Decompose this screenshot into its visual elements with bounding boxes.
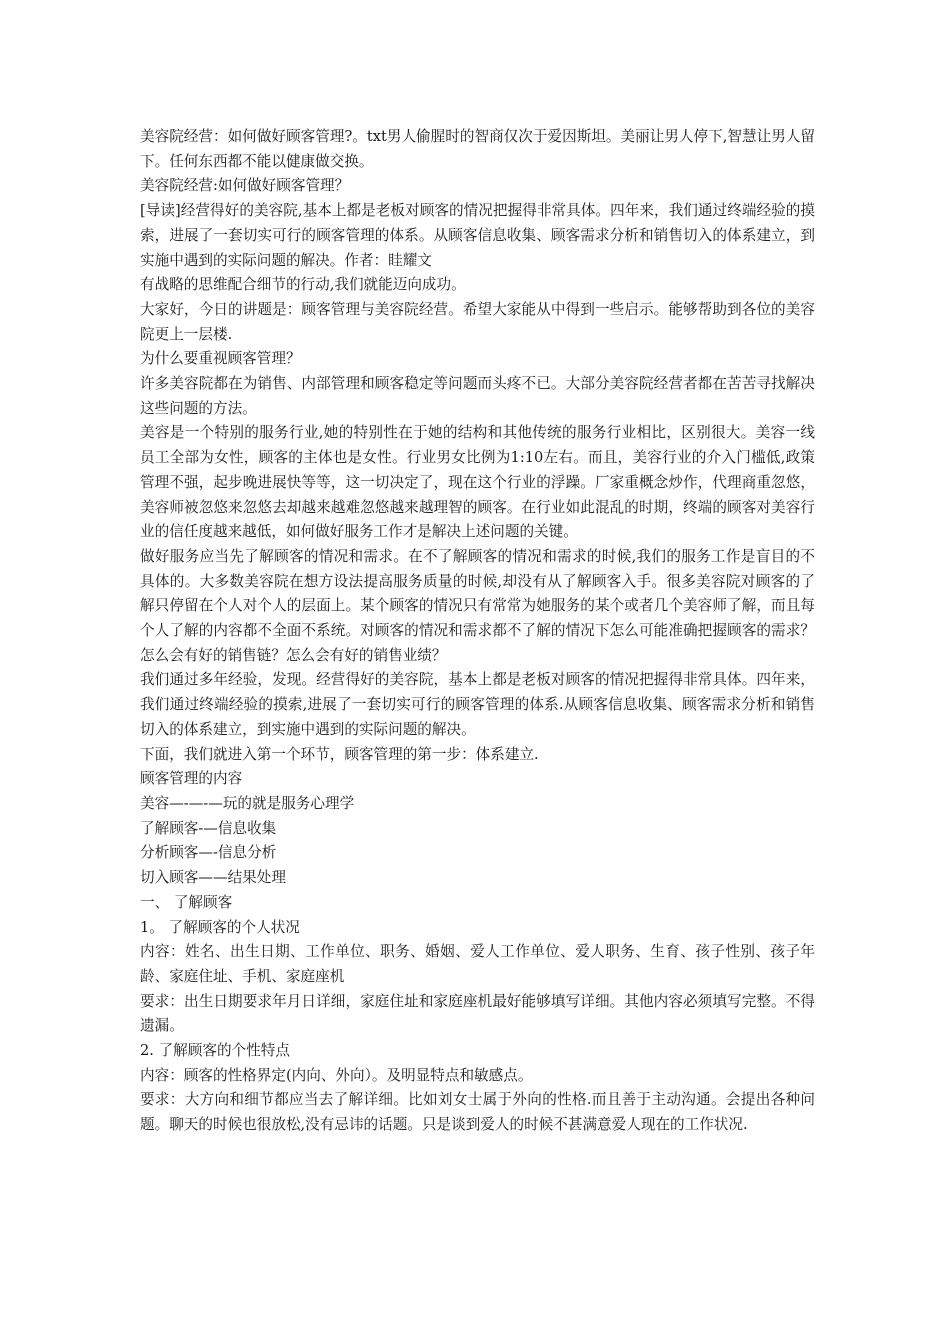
list-item: 了解顾客-—信息收集	[140, 819, 277, 837]
section-heading: 为什么要重视顾客管理？	[140, 350, 301, 368]
subsection-heading: 2. 了解顾客的个性特点	[140, 1042, 290, 1060]
paragraph: 有战略的思维配合细节的行动,我们就能迈向成功。	[140, 276, 466, 294]
list-item: 美容—-—-—玩的就是服务心理学	[140, 794, 355, 812]
list-item: 分析顾客—-信息分析	[140, 844, 277, 862]
list-item: 切入顾客——结果处理	[140, 869, 286, 887]
document-page	[140, 125, 815, 1138]
paragraph: 许多美容院都在为销售、内部管理和顾客稳定等问题而头疼不已。大部分美容院经营者都在苦苦寻找解决这些问题的方法。	[140, 375, 815, 417]
paragraph: 内容：顾客的性格界定(内向、外向）。及明显特点和敏感点。	[140, 1066, 533, 1084]
paragraph: 做好服务应当先了解顾客的情况和需求。在不了解顾客的情况和需求的时候,我们的服务工作是盲目的不具体的。大多数美容院在想方设法提高服务质量的时候,却没有从了解顾客入手。很多美容院对顾客的了解只停留在个人对个人的层面上。某个顾客的情况只有常常为她服务的某个或者几个美容师了解，而且每个人了解的内容都不全面不系统。对顾客的情况和需求都不了解的情况下怎么可能准确把握顾客的需求？怎么会有好的销售链？怎么会有好的销售业绩？	[140, 547, 815, 664]
paragraph: [导读]经营得好的美容院,基本上都是老板对顾客的情况把握得非常具体。四年来，我们通过终端经验的摸索，进展了一套切实可行的顾客管理的体系。从顾客信息收集、顾客需求分析和销售切入的体系建立，到实施中遇到的实际问题的解决。作者：眭耀文	[140, 202, 815, 269]
paragraph: 我们通过多年经验，发现。经营得好的美容院，基本上都是老板对顾客的情况把握得非常具体。四年来，我们通过终端经验的摸索,进展了一套切实可行的顾客管理的体系.从顾客信息收集、顾客需求分析和销售切入的体系建立，到实施中遇到的实际问题的解决。	[140, 671, 815, 738]
paragraph: 下面，我们就进入第一个环节，顾客管理的第一步：体系建立.	[140, 745, 539, 763]
paragraph: 美容院经营:如何做好顾客管理？	[140, 177, 350, 195]
section-heading: 一、 了解顾客	[140, 893, 233, 911]
paragraph: 内容：姓名、出生日期、工作单位、职务、婚姻、爱人工作单位、爱人职务、生育、孩子性别、孩子年龄、家庭住址、手机、家庭座机	[140, 943, 815, 985]
paragraph: 要求：大方向和细节都应当去了解详细。比如刘女士属于外向的性格.而且善于主动沟通。会提出各种问题。聊天的时候也很放松,没有忌讳的话题。只是谈到爱人的时候不甚满意爱人现在的工作状况.	[140, 1091, 815, 1134]
paragraph: 要求：出生日期要求年月日详细，家庭住址和家庭座机最好能够填写详细。其他内容必须填写完整。不得遗漏。	[140, 992, 815, 1035]
section-heading: 顾客管理的内容	[140, 770, 243, 788]
subsection-heading: 1。 了解顾客的个人状况	[140, 918, 300, 936]
paragraph: 大家好，今日的讲题是：顾客管理与美容院经营。希望大家能从中得到一些启示。能够帮助到各位的美容院更上一层楼.	[140, 300, 815, 343]
paragraph: 美容是一个特别的服务行业,她的特别性在于她的结构和其他传统的服务行业相比，区别很大。美容一线员工全部为女性，顾客的主体也是女性。行业男女比例为1:10左右。而且，美容行业的介入门槛低,政策管理不强，起步晚进展快等等，这一切决定了，现在这个行业的浮躁。厂家重概念炒作，代理商重忽悠，美容师被忽悠来忽悠去却越来越难忽悠越来越理智的顾客。在行业如此混乱的时期，终端的顾客对美容行业的信任度越来越低，如何做好服务工作才是解决上述问题的关键。	[140, 424, 815, 541]
paragraph: 美容院经营：如何做好顾客管理?。txt男人偷腥时的智商仅次于爱因斯坦。美丽让男人停下,智慧让男人留下。任何东西都不能以健康做交换。	[140, 128, 815, 170]
